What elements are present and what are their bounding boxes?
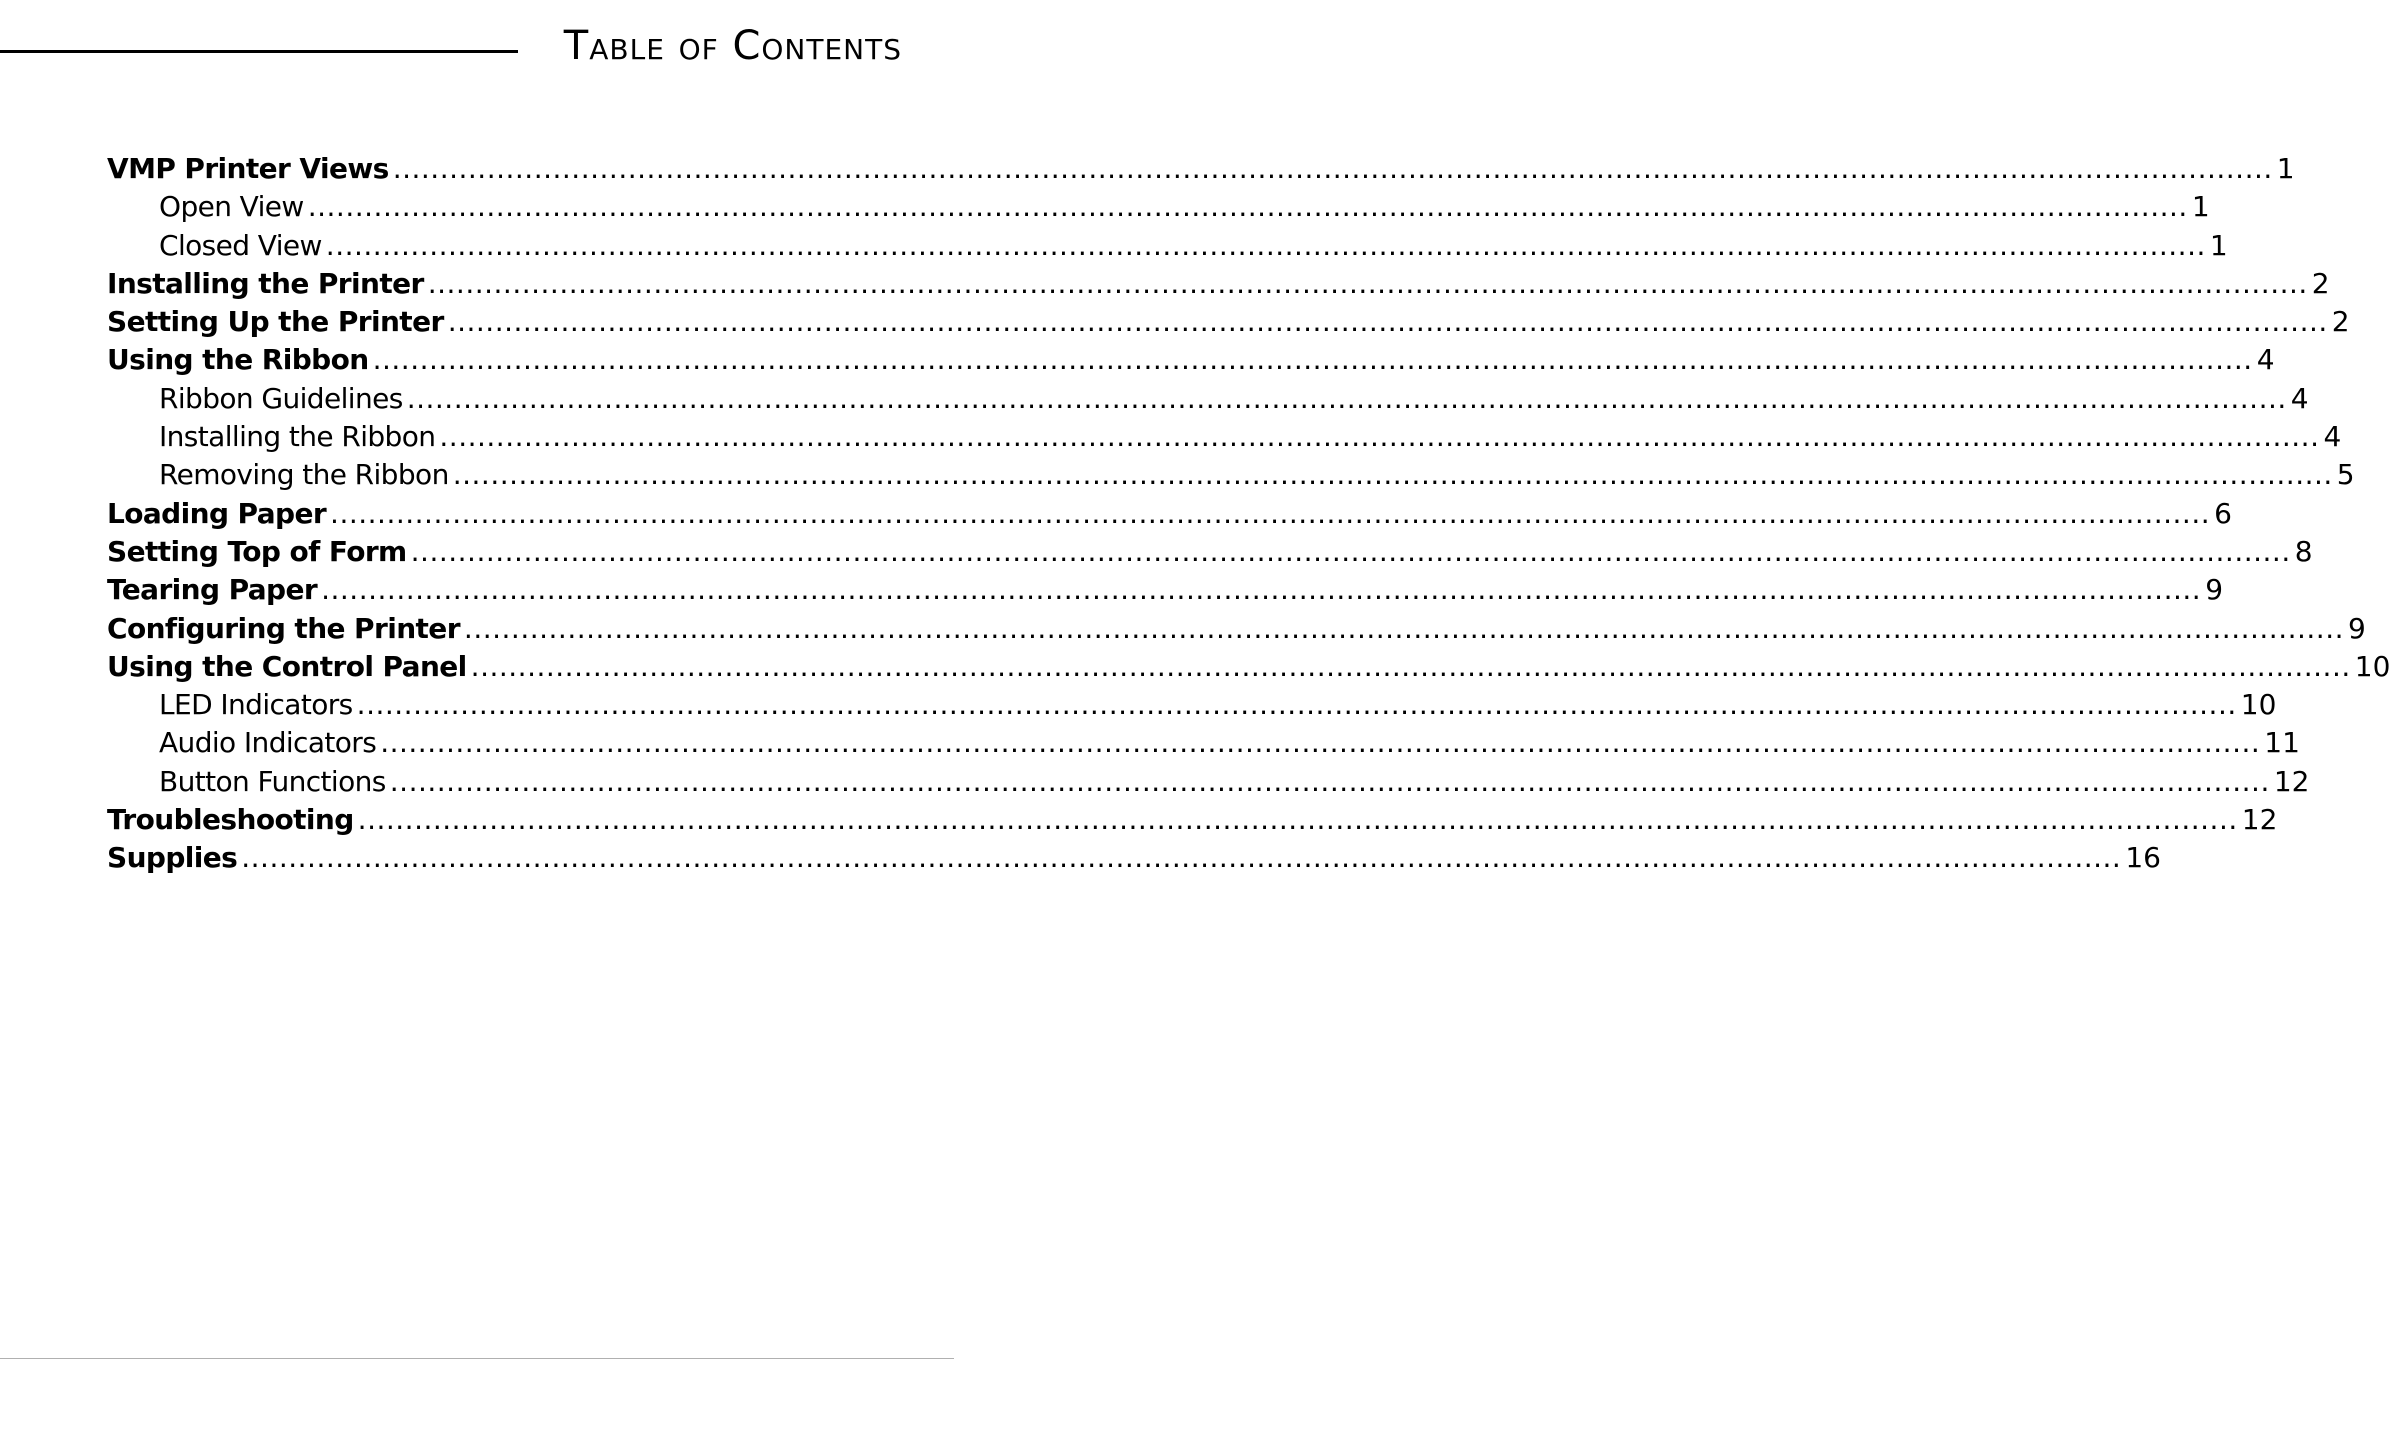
toc-page-number: 4 xyxy=(2323,420,2342,454)
toc-page-number: 1 xyxy=(2209,228,2228,262)
toc-dot-leader: ........................................................................................................................................................................................................ xyxy=(321,573,2202,607)
toc-entry-label: Ribbon Guidelines xyxy=(159,381,403,415)
toc-dot-leader: ........................................................................................................................................................................................................ xyxy=(325,228,2206,262)
toc-entry-label: Configuring the Printer xyxy=(107,611,460,645)
toc-entry-label: Button Functions xyxy=(159,764,386,798)
table-of-contents xyxy=(107,150,2390,878)
toc-entry-label: Open View xyxy=(159,190,304,224)
toc-page-number: 11 xyxy=(2264,726,2300,760)
toc-page-number: 2 xyxy=(2311,266,2330,300)
toc-subsection-entry[interactable] xyxy=(107,456,2355,494)
toc-section-entry[interactable] xyxy=(107,610,2366,648)
toc-subsection-entry[interactable] xyxy=(107,686,2277,724)
toc-entry-label: LED Indicators xyxy=(159,688,353,722)
toc-page-number: 1 xyxy=(2191,190,2210,224)
toc-page-number: 6 xyxy=(2214,496,2232,530)
toc-section-entry[interactable] xyxy=(107,303,2350,341)
toc-page-number: 16 xyxy=(2125,841,2161,875)
toc-section-entry[interactable] xyxy=(107,495,2232,533)
toc-subsection-entry[interactable] xyxy=(107,380,2309,418)
toc-page-number: 9 xyxy=(2348,611,2366,645)
toc-page-number: 5 xyxy=(2336,458,2355,492)
header-rule xyxy=(0,50,518,53)
toc-entry-label: Closed View xyxy=(159,228,322,262)
toc-entry-label: Tearing Paper xyxy=(107,573,318,607)
toc-entry-label: Supplies xyxy=(107,841,238,875)
toc-entry-label: Loading Paper xyxy=(107,496,327,530)
toc-dot-leader: ........................................................................................................................................................................................................ xyxy=(241,841,2122,875)
toc-entry-label: Setting Up the Printer xyxy=(107,305,444,339)
toc-subsection-entry[interactable] xyxy=(107,763,2310,801)
toc-entry-label: Using the Ribbon xyxy=(107,343,369,377)
toc-subsection-entry[interactable] xyxy=(107,418,2342,456)
toc-section-entry[interactable] xyxy=(107,801,2278,839)
toc-page-number: 12 xyxy=(2241,803,2278,837)
footer-rule xyxy=(0,1358,954,1359)
toc-dot-leader: ........................................................................................................................................................................................................ xyxy=(392,152,2273,185)
toc-dot-leader: ........................................................................................................................................................................................................ xyxy=(463,611,2344,645)
toc-entry-label: Removing the Ribbon xyxy=(159,458,449,492)
toc-dot-leader: ........................................................................................................................................................................................................ xyxy=(372,343,2253,377)
toc-dot-leader: ........................................................................................................................................................................................................ xyxy=(439,420,2320,454)
toc-page-number: 10 xyxy=(2240,688,2277,722)
toc-entry-label: Using the Control Panel xyxy=(107,649,467,683)
toc-entry-label: Setting Top of Form xyxy=(107,534,407,568)
toc-dot-leader: ........................................................................................................................................................................................................ xyxy=(410,534,2291,568)
toc-page-number: 9 xyxy=(2205,573,2224,607)
toc-section-entry[interactable] xyxy=(107,341,2275,379)
toc-page-number: 8 xyxy=(2294,534,2313,568)
toc-entry-label: Audio Indicators xyxy=(159,726,377,760)
toc-page-number: 2 xyxy=(2331,305,2350,339)
toc-page-number: 1 xyxy=(2276,152,2295,185)
toc-dot-leader: ........................................................................................................................................................................................................ xyxy=(447,305,2328,339)
toc-subsection-entry[interactable] xyxy=(107,724,2300,762)
toc-dot-leader: ........................................................................................................................................................................................................ xyxy=(427,266,2308,300)
toc-entry-label: Troubleshooting xyxy=(107,803,354,837)
toc-page-number: 10 xyxy=(2354,649,2390,683)
toc-dot-leader: ........................................................................................................................................................................................................ xyxy=(380,726,2261,760)
toc-dot-leader: ........................................................................................................................................................................................................ xyxy=(307,190,2188,224)
toc-section-entry[interactable] xyxy=(107,648,2390,686)
toc-dot-leader: ........................................................................................................................................................................................................ xyxy=(389,764,2270,798)
toc-dot-leader: ........................................................................................................................................................................................................ xyxy=(357,803,2238,837)
toc-page-number: 12 xyxy=(2273,764,2310,798)
toc-section-entry[interactable] xyxy=(107,533,2313,571)
toc-entry-label: VMP Printer Views xyxy=(107,152,389,185)
toc-dot-leader: ........................................................................................................................................................................................................ xyxy=(356,688,2237,722)
toc-entry-label: Installing the Ribbon xyxy=(159,420,436,454)
toc-section-entry[interactable] xyxy=(107,150,2295,188)
toc-dot-leader: ........................................................................................................................................................................................................ xyxy=(470,649,2351,683)
toc-dot-leader: ........................................................................................................................................................................................................ xyxy=(452,458,2333,492)
toc-page-number: 4 xyxy=(2256,343,2275,377)
toc-section-entry[interactable] xyxy=(107,839,2161,877)
toc-dot-leader: ........................................................................................................................................................................................................ xyxy=(406,381,2287,415)
toc-entry-label: Installing the Printer xyxy=(107,266,424,300)
toc-section-entry[interactable] xyxy=(107,265,2330,303)
toc-subsection-entry[interactable] xyxy=(107,188,2210,226)
page-title: Table of Contents xyxy=(563,23,902,69)
toc-subsection-entry[interactable] xyxy=(107,227,2228,265)
toc-section-entry[interactable] xyxy=(107,571,2224,609)
toc-page-number: 4 xyxy=(2290,381,2309,415)
toc-dot-leader: ........................................................................................................................................................................................................ xyxy=(330,496,2211,530)
